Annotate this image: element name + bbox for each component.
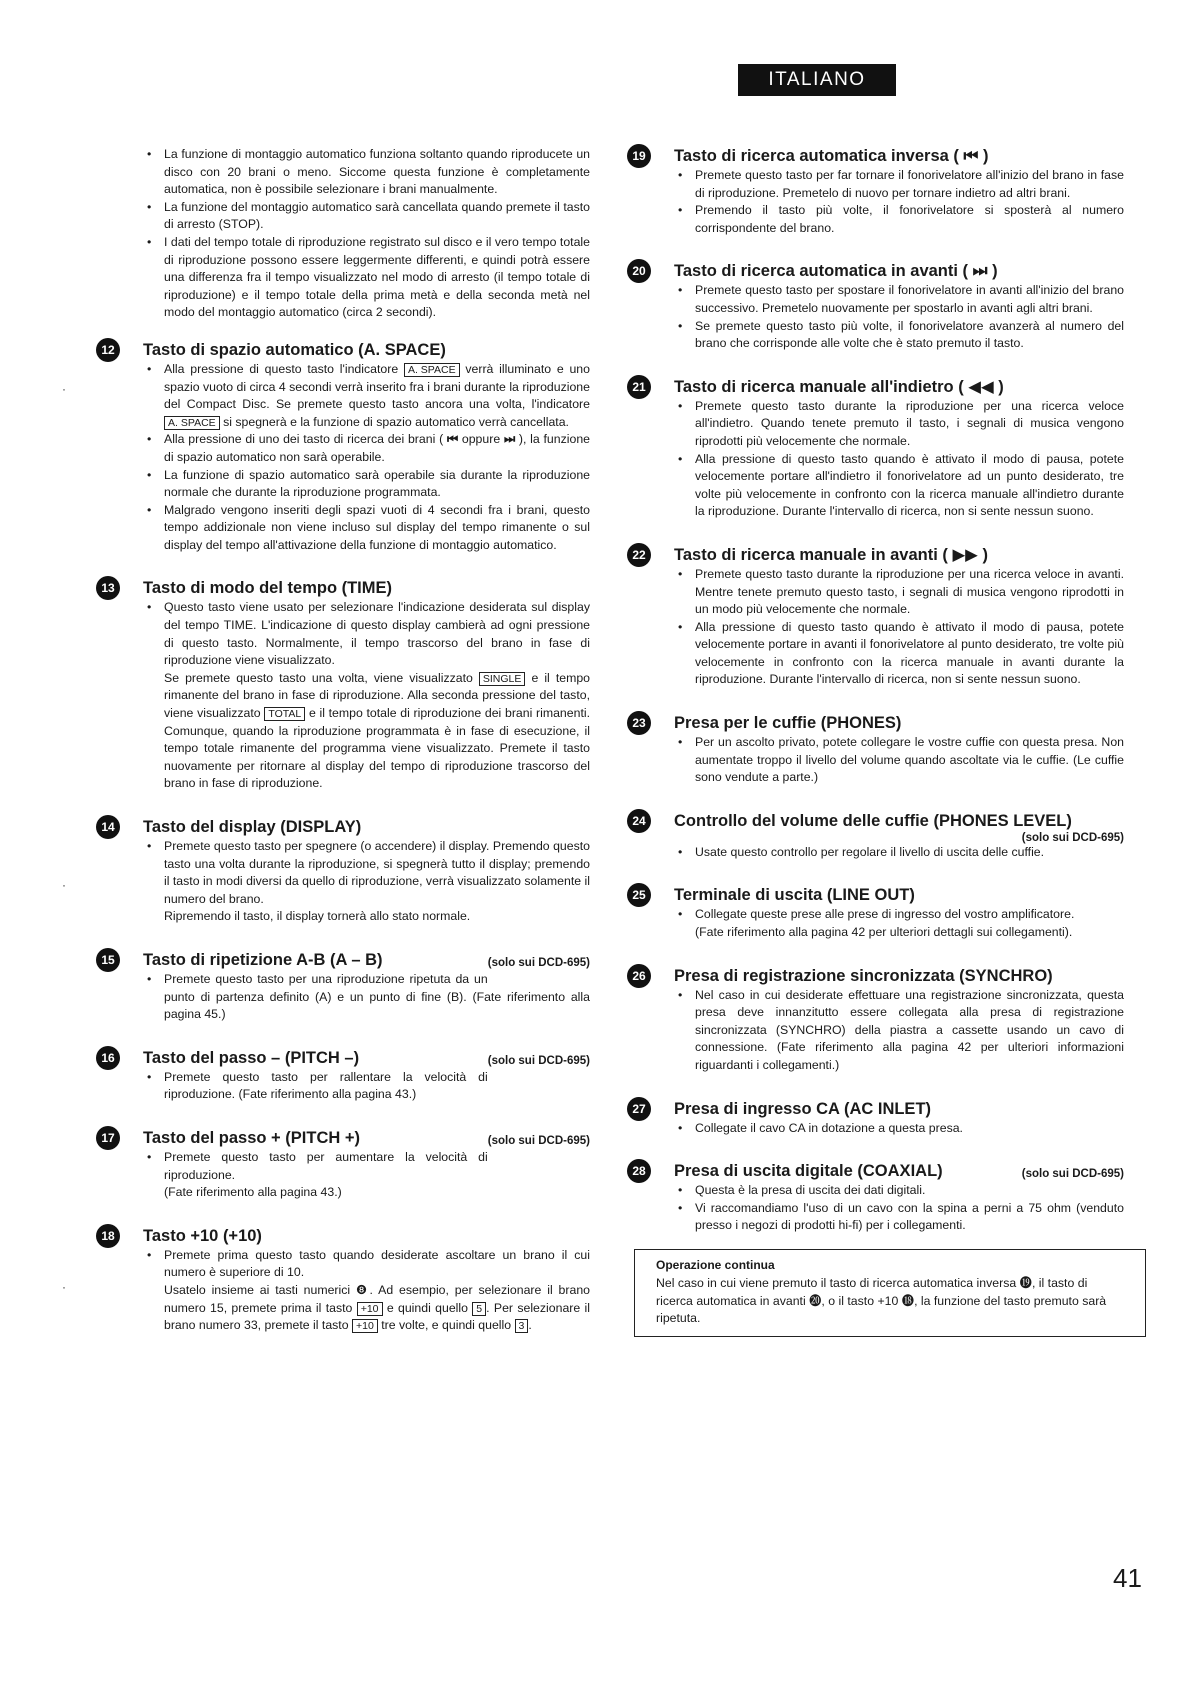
section-number: 21: [627, 375, 651, 399]
section-title: Presa di uscita digitale (COAXIAL) (solo sui DCD-695): [674, 1161, 1124, 1181]
model-note: (solo sui DCD-695): [487, 956, 590, 969]
rewind-icon: ◀◀: [968, 377, 994, 396]
language-tab: ITALIANO: [738, 64, 896, 96]
section-number: 19: [627, 144, 651, 168]
section-27: [611, 1099, 1124, 1138]
margin-mark: ·: [62, 878, 66, 892]
section-21: [611, 377, 1124, 521]
section-title: Presa di registrazione sincronizzata (SYNCHRO): [674, 966, 1053, 985]
bullet: • La funzione di spazio automatico sarà operabile sia durante la riproduzione normale che durante la riproduzione programmata.: [143, 467, 590, 502]
skip-forward-icon: ⏭: [972, 262, 988, 281]
section-number: 24: [627, 809, 651, 833]
bullet: • Alla pressione di uno dei tasto di ricerca dei brani ( ⏮ oppure ⏭ ), la funzione di spazio automatico non sarà operabile.: [143, 431, 590, 466]
bullet: • Premete questo tasto durante la riproduzione per una ricerca veloce all'indietro. Quando tenete premuto il tasto, i segnali di musica vengono riprodotti più velocemente che normale.: [674, 398, 1124, 451]
reference-number: ⓳: [1019, 1275, 1032, 1290]
bullet: • Premete questo tasto per spegnere (o accendere) il display. Premendo questo tasto una volta durante la riproduzione, si spegnerà tutto il display; premendo il tasto in modi diversi da quello di riproduzione, verrà visualizzato solamente il numero del brano.: [143, 838, 590, 908]
section-title: Terminale di uscita (LINE OUT): [674, 886, 915, 905]
model-note: (solo sui DCD-695): [487, 1134, 590, 1147]
margin-mark: ·: [62, 1280, 66, 1294]
section-number: 13: [96, 576, 120, 600]
section-title: Controllo del volume delle cuffie (PHONES LEVEL): [674, 811, 1072, 830]
bullet: • Premete questo tasto durante la riproduzione per una ricerca veloce in avanti. Mentre tenete premuto questo tasto, i segnali di musica vengono riprodotti in un modo più velocemente che normale.: [674, 566, 1124, 619]
bullet: • Premete questo tasto per far tornare il fonorivelatore all'inizio del brano in fase di riproduzione. Premetelo di nuovo per tornare indietro ad altri brani.: [674, 167, 1124, 202]
skip-forward-icon: ⏭: [503, 432, 516, 447]
bullet: • Questo tasto viene usato per selezionare l'indicazione desiderata sul display del tempo TIME. L'indicazione di questo display cambierà ad ogni pressione di questo tasto. Normalmente, il tempo trascorso del brano in fase di riproduzione viene visualizzato.: [143, 599, 590, 669]
key-box: 5: [472, 1302, 486, 1316]
section-title: Presa di ingresso CA (AC INLET): [674, 1099, 932, 1118]
paragraph: (Fate riferimento alla pagina 42 per ulteriori dettagli sui collegamenti).: [695, 925, 1073, 940]
intro-bullets: [80, 146, 590, 322]
bullet: • Collegate il cavo CA in dotazione a questa presa.: [674, 1120, 1124, 1138]
section-number: 18: [96, 1224, 120, 1248]
bullet: • Collegate queste prese alle prese di ingresso del vostro amplificatore.: [674, 906, 1124, 924]
bullet: • Nel caso in cui desiderate effettuare una registrazione sincronizzata, questa presa deve innanzitutto essere collegata alla presa di registrazione sincronizzata (SYNCHRO) della piastra a cassette usando un cavo di connessione. (Fate riferimento alla pagina 42 per ulteriori informazioni riguardanti i collegamenti.): [674, 987, 1124, 1075]
section-26: [611, 966, 1124, 1075]
bullet: • Malgrado vengono inseriti degli spazi vuoti di 4 secondi fra i brani, questo tempo addizionale non viene incluso sul display del tempo rimanente o sul display del tempo all'attivazione della funzione di montaggio automatico.: [143, 502, 590, 555]
section-number: 14: [96, 815, 120, 839]
bullet: • Questa è la presa di uscita dei dati digitali.: [674, 1182, 1124, 1200]
key-box: +10: [352, 1319, 378, 1333]
bullet: • Usate questo controllo per regolare il livello di uscita delle cuffie.: [674, 844, 1124, 862]
section-title: Tasto del passo + (PITCH +) (solo sui DCD-695): [143, 1128, 590, 1148]
model-note: (solo sui DCD-695): [487, 1054, 590, 1067]
indicator-box: TOTAL: [264, 707, 305, 721]
section-number: 26: [627, 964, 651, 988]
indicator-box: A. SPACE: [164, 416, 220, 430]
intro-bullet: • I dati del tempo totale di riproduzione registrato sul disco e il vero tempo totale di riproduzione possono essere leggermente differenti, e quindi potrà essere una differenza fra il tempo visualizzato nel modo di arresto (il tempo totale di riproduzione) e il tempo totale della prima metà e della seconda metà nel modo del montaggio automatico (circa 2 secondi).: [143, 234, 590, 322]
section-number: 28: [627, 1159, 651, 1183]
paragraph: Usatelo insieme ai tasti numerici ❽. Ad esempio, per selezionare il brano numero 15, premete prima il tasto +10 e quindi quello 5 . Per selezionare il brano numero 33, premete il tasto +10 tre volte, e quindi quello 3 .: [164, 1282, 591, 1333]
bullet: • Premete questo tasto per spostare il fonorivelatore in avanti all'inizio del brano successivo. Premetelo nuovamente per spostarlo in avanti agli altri brani.: [674, 282, 1124, 317]
reference-number: ⓴: [809, 1293, 822, 1308]
section-16: [80, 1048, 590, 1104]
section-number: 20: [627, 259, 651, 283]
section-18: [80, 1226, 590, 1335]
model-note: (solo sui DCD-695): [1021, 1168, 1124, 1181]
section-15: [80, 950, 590, 1024]
bullet: • Premete questo tasto per una riproduzione ripetuta da un punto di partenza definito (A) e un punto di fine (B). (Fate riferimento alla pagina 45.): [143, 971, 590, 1024]
skip-back-icon: ⏮: [447, 432, 459, 447]
bullet: • Premete prima questo tasto quando desiderate ascoltare un brano il cui numero è superiore di 10.: [143, 1247, 590, 1282]
indicator-box: SINGLE: [479, 672, 526, 686]
box-text: Nel caso in cui viene premuto il tasto di ricerca automatica inversa ⓳, il tasto di ricerca automatica in avanti ⓴, o il tasto +10 ⓲, la funzione del tasto premuto sarà ripetuta.: [656, 1275, 1107, 1326]
section-title: Tasto di ricerca manuale in avanti ( ▶▶ ): [674, 545, 988, 564]
reference-number: ⓲: [901, 1293, 915, 1308]
section-28: [611, 1161, 1124, 1235]
box-title: Operazione continua: [656, 1257, 775, 1272]
section-number: 25: [627, 883, 651, 907]
indicator-box: A. SPACE: [404, 363, 460, 377]
section-title: Tasto di modo del tempo (TIME): [143, 579, 393, 598]
left-column: [80, 146, 590, 1359]
section-number: 27: [627, 1097, 651, 1121]
section-23: [611, 713, 1124, 787]
section-number: 22: [627, 543, 651, 567]
reference-number: ❽: [356, 1282, 370, 1297]
section-title: Tasto di ricerca automatica in avanti ( ⏭ ): [674, 262, 998, 281]
section-title: Tasto +10 (+10): [143, 1226, 262, 1245]
model-note: (solo sui DCD-695): [1021, 831, 1124, 844]
key-box: +10: [357, 1302, 383, 1316]
section-24: [611, 811, 1124, 862]
bullet: • Premete questo tasto per rallentare la velocità di riproduzione. (Fate riferimento alla pagina 43.): [143, 1069, 590, 1104]
section-title: Presa per le cuffie (PHONES): [674, 714, 902, 733]
section-19: [611, 146, 1124, 237]
section-title: Tasto di ripetizione A-B (A – B) (solo sui DCD-695): [143, 950, 590, 970]
fast-forward-icon: ▶▶: [952, 545, 978, 564]
section-17: [80, 1128, 590, 1202]
section-number: 23: [627, 711, 651, 735]
section-12: [80, 340, 590, 555]
bullet: • Vi raccomandiamo l'uso di un cavo con la spina a perni a 75 ohm (venduto presso i negozi di prodotti hi-fi) per i collegamenti.: [674, 1200, 1124, 1235]
section-number: 16: [96, 1046, 120, 1070]
bullet: • Per un ascolto privato, potete collegare le vostre cuffie con questa presa. Non aumentate troppo il livello del volume quando ascoltate via le cuffie. (Le cuffie sono vendute a parte.): [674, 734, 1124, 787]
paragraph: Ripremendo il tasto, il display tornerà allo stato normale.: [164, 909, 471, 924]
right-column: [611, 146, 1124, 1337]
section-number: 12: [96, 338, 120, 362]
bullet: • Premete questo tasto per aumentare la velocità di riproduzione.: [143, 1149, 590, 1184]
section-number: 15: [96, 948, 120, 972]
section-title: Tasto di ricerca manuale all'indietro ( ◀◀ ): [674, 377, 1004, 396]
intro-bullet: • La funzione di montaggio automatico funziona soltanto quando riproducete un disco con 20 brani o meno. Siccome questa funzione è completamente automatica, non è possibile selezionare i brani manualmente.: [143, 146, 590, 199]
paragraph: Se premete questo tasto una volta, viene visualizzato SINGLE e il tempo rimanente del brano in fase di riproduzione. Alla seconda pressione del tasto, viene visualizzato TOTAL e il tempo totale di riproduzione dei brani rimanenti. Comunque, quando la riproduzione programmata è in fase di esecuzione, il tempo totale rimanente del programma viene visualizzato. Premete il tasto nuovamente per ritornare al display del tempo di riproduzione trascorso del brano in fase di riproduzione.: [164, 670, 591, 791]
section-20: [611, 261, 1124, 352]
section-title: Tasto del passo – (PITCH –) (solo sui DCD-695): [143, 1048, 590, 1068]
bullet: • Alla pressione di questo tasto quando è attivato il modo di pausa, potete velocemente portare in avanti il fonorivelatore al punto desiderato, tre volte più velocemente in confronto con la ricerca manuale in avanti durante la riproduzione. Durante l'intervallo di ricerca, non si sente nessun suono.: [674, 619, 1124, 689]
margin-mark: ·: [62, 382, 66, 396]
section-25: [611, 885, 1124, 941]
page-number: 41: [1113, 1563, 1142, 1593]
section-number: 17: [96, 1126, 120, 1150]
bullet: • Alla pressione di questo tasto l'indicatore A. SPACE verrà illuminato e uno spazio vuoto di circa 4 secondi verrà inserito fra i brani durante la riproduzione del Compact Disc. Se premete questo tasto ancora una volta, l'indicatore A. SPACE si spegnerà e la funzione di spazio automatico verrà cancellata.: [143, 361, 590, 431]
skip-back-icon: ⏮: [963, 147, 979, 165]
section-14: [80, 817, 590, 926]
section-22: [611, 545, 1124, 689]
paragraph: (Fate riferimento alla pagina 43.): [164, 1185, 342, 1200]
key-box: 3: [515, 1319, 529, 1333]
intro-bullet: • La funzione del montaggio automatico sarà cancellata quando premete il tasto di arresto (STOP).: [143, 199, 590, 234]
section-title: Tasto del display (DISPLAY): [143, 818, 362, 836]
section-title: Tasto di spazio automatico (A. SPACE): [143, 340, 446, 359]
section-title: Tasto di ricerca automatica inversa ( ⏮ ): [674, 147, 989, 165]
bullet: • Alla pressione di questo tasto quando è attivato il modo di pausa, potete velocemente portare all'indietro il fonorivelatore ad un punto desiderato, tre volte più velocemente in confronto con la ricerca manuale all'indietro durante la riproduzione. Durante l'intervallo di ricerca, non si sente nessun suono.: [674, 451, 1124, 521]
section-13: [80, 578, 590, 793]
bullet: • Se premete questo tasto più volte, il fonorivelatore avanzerà al numero del brano che corrisponde alle volte che è stato premuto il tasto.: [674, 318, 1124, 353]
continuous-operation-box: [634, 1249, 1146, 1337]
bullet: • Premendo il tasto più volte, il fonorivelatore si sposterà al numero corrispondente del brano.: [674, 202, 1124, 237]
